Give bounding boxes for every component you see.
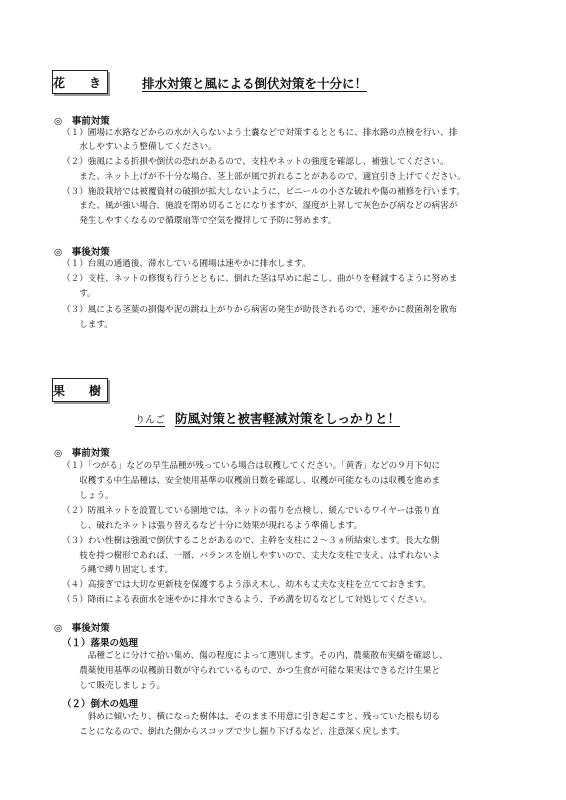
- list-item: 品種ごとに分けて拾い集め、傷の程度によって選別します。その内、農薬散布実績を確認し、: [62, 651, 448, 661]
- flowers-pre-heading: ◎ 事前対策: [54, 116, 110, 127]
- list-item: また、ネット上げが不十分な場合、茎上部が風で折れることがあるので、適宜引き上げてください。: [62, 172, 466, 182]
- fruit-pre-heading: ◎ 事前対策: [54, 448, 110, 459]
- flowers-post-heading: ◎ 事後対策: [54, 247, 110, 258]
- list-item: 収穫する中生品種は、安全使用基準の収穫前日数を確認し、収穫が可能なものは収穫を進めま: [62, 476, 441, 486]
- list-item: （３）施設栽培では被覆資材の破損が拡大しないように、ビニールの小さな破れや傷の補修を行います。: [62, 187, 466, 197]
- list-item: 枝を持つ樹形であれば、一層、バランスを崩しやすいので、丈夫な支柱で支え、はずれないよ: [62, 551, 441, 561]
- list-item: します。: [62, 320, 113, 330]
- list-item: 農薬使用基準の収穫前日数が守られているもので、かつ生食が可能な果実はできるだけ生果と: [62, 666, 440, 676]
- fallen-tree-heading: （２）倒木の処理: [62, 699, 139, 710]
- list-item: （３）風による茎葉の損傷や泥の跳ね上がりから病害の発生が助長されるので、速やかに殺菌剤を散布: [62, 305, 458, 315]
- list-item: （４）高接ぎでは大切な更新枝を保護するよう添え木し、幼木も丈夫な支柱を立てておきます。: [62, 580, 431, 590]
- list-item: （１）圃場に水路などからの水が入らないよう土嚢などで対策するとともに、排水路の点検を行い、排: [62, 128, 458, 138]
- section-label-fruit: 果 樹: [52, 378, 108, 402]
- list-item: 斜めに傾いたり、横になった樹体は、そのまま不用意に引き起こすと、残っていた根も切る: [62, 712, 441, 722]
- list-item: し、破れたネットは張り替えるなど十分に効果が現れるよう準備します。: [62, 521, 363, 531]
- list-item: （２）強風による折損や倒伏の恐れがあるので、支柱やネットの強度を確認し、補強してください。: [62, 157, 449, 167]
- section-label-flowers: 花 き: [52, 70, 108, 94]
- list-item: また、風が強い場合、施設を閉め切ることになりますが、湿度が上昇して灰色かび病などの病害が: [62, 201, 458, 211]
- list-item: （２）支柱、ネットの修復も行うとともに、倒れた茎は早めに起こし、曲がりを軽減するように努めま: [62, 274, 458, 284]
- list-item: す。: [62, 289, 96, 299]
- list-item: ことになるので、倒れた側からスコップで少し掘り下げるなど、注意深く戻します。: [62, 727, 405, 737]
- list-item: して販売しましょう。: [62, 681, 166, 691]
- fruit-post-heading: ◎ 事後対策: [54, 623, 110, 634]
- crop-name: りんご: [135, 415, 165, 426]
- list-item: （３）わい性樹は強風で倒伏することがあるので、主幹を支柱に２～３ヵ所結束します。長大な側: [62, 536, 440, 546]
- list-item: （２）防風ネットを設置している園地では、ネットの張りを点検し、緩んでいるワイヤーは張り直: [62, 506, 440, 516]
- flowers-headline: 排水対策と風による倒伏対策を十分に！: [142, 76, 368, 91]
- list-item: しょう。: [62, 491, 114, 501]
- list-item: （１）台風の通過後、滞水している圃場は速やかに排水します。: [62, 259, 311, 269]
- list-item: （５）降雨による表面水を速やかに排水できるよう、予め溝を切るなどして対処してください。: [62, 595, 432, 605]
- list-item: う縄で縛り固定します。: [62, 565, 174, 575]
- fruit-headline: [135, 409, 400, 427]
- fallen-fruit-heading: （１）落果の処理: [62, 638, 139, 649]
- list-item: 発生しやすくなるので循環扇等で空気を攪拌して予防に努めます。: [62, 216, 337, 226]
- list-item: （１）「つがる」などの早生品種が残っている場合は収穫してください。「黄香」などの９月下旬に: [62, 461, 441, 471]
- fruit-headline-text: 防風対策と被害軽減対策をしっかりと！: [175, 411, 401, 426]
- list-item: 水しやすいよう整備してください。: [62, 142, 217, 152]
